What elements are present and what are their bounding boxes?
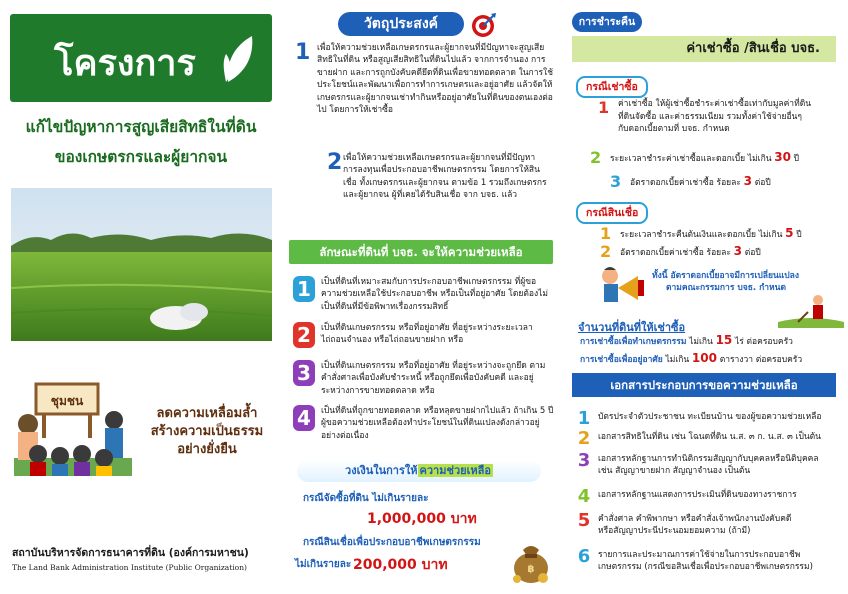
document-text: เช่น สัญญาขายฝาก สัญญาจำนอง เป็นต้น — [598, 466, 751, 477]
project-subtitle-line1: แก้ไขปัญหาการสูญเสียสิทธิในที่ดิน — [25, 118, 257, 136]
document-text: เกษตรกรรม (กรณีขอสินเชื่อเพื่อประกอบอาชีพเกษตรกรรม) — [598, 562, 813, 573]
document-text: เอกสารหลักฐานแสดงการประเมินที่ดินของทางราชการ — [598, 490, 797, 500]
document-item — [576, 486, 840, 507]
project-title-box — [10, 14, 272, 102]
documents-heading: เอกสารประกอบการขอความช่วยเหลือ — [572, 373, 836, 397]
document-text: รายการและประมาณการค่าใช้จ่ายในการประกอบอาชีพ — [598, 550, 801, 560]
loan-item-text: ระยะเวลาชำระคืนต้นเงินและดอกเบี้ย ไม่เกิน 5 ปี — [620, 226, 802, 240]
money-bag-icon — [509, 538, 553, 584]
org-name-english: The Land Bank Administration Institute (Public Organization) — [12, 563, 247, 572]
case-purchase-amount: 1,000,000 บาท — [367, 511, 477, 527]
condition-number: 3 — [293, 360, 315, 386]
condition-item — [293, 360, 555, 397]
document-item — [576, 428, 840, 449]
case-loan-prefix: ไม่เกินรายละ — [295, 559, 352, 570]
document-number: 6 — [577, 546, 591, 567]
document-item — [576, 546, 840, 573]
condition-number: 1 — [293, 276, 315, 302]
hire-purchase-item-number: 3 — [610, 172, 622, 191]
land-count-farming: การเช่าซื้อเพื่อทำเกษตรกรรม ไม่เกิน 15 ไร่ ต่อครอบครัว — [580, 333, 793, 347]
loan-item — [600, 242, 840, 260]
hire-purchase-section-label: กรณีเช่าซื้อ — [576, 76, 648, 98]
land-count-title: จำนวนที่ดินที่ให้เช่าซื้อ — [578, 321, 686, 334]
condition-text: เป็นที่ดินที่ถูกขายทอดตลาด หรือหลุดขายฝากไปแล้ว ถ้าเกิน 5 ปี ผู้ขอความช่วยเหลือต้องทำประโยชน์ในที่ดินแปลงดังกล่าวอยู่อย่างต่อเนื่อง — [321, 406, 554, 441]
land-characteristics-heading: ลักษณะที่ดินที่ บจธ. จะให้ความช่วยเหลือ — [289, 240, 553, 264]
hire-purchase-item-number: 2 — [590, 148, 602, 167]
hire-purchase-item-line: กับดอกเบี้ยตามที่ บจธ. กำหนด — [618, 124, 730, 135]
hire-purchase-item-line: ที่ดินจัดซื้อ และค่าธรรมเนียม รวมทั้งค่าใช้จ่ายอื่นๆ — [618, 111, 802, 122]
document-number: 1 — [577, 408, 591, 429]
condition-item — [293, 322, 555, 347]
community-sign-text: ชุมชน — [50, 394, 84, 408]
condition-item — [293, 405, 555, 442]
condition-number: 4 — [293, 405, 315, 431]
document-text: เอกสารหลักฐานการทำนิติกรรมสัญญากับบุคคลหรือนิติบุคคล — [598, 454, 819, 464]
farmer-field-icon — [778, 292, 844, 328]
condition-text: เป็นที่ดินเกษตรกรรม หรือที่อยู่อาศัย ที่อยู่ระหว่างระยะเวลาไถ่ถอนจำนอง หรือไถ่ถอนขายฝาก หรือ — [321, 323, 533, 346]
document-item — [576, 510, 840, 537]
community-illustration — [8, 370, 136, 478]
leaf-icon — [222, 32, 256, 84]
interest-note-line1: ทั้งนี้ อัตราดอกเบี้ยอาจมีการเปลี่ยนแปลง — [652, 271, 800, 281]
objective-title: วัตถุประสงค์ — [338, 12, 464, 36]
slogan-line2: สร้างความเป็นธรรม — [150, 424, 264, 439]
slogan-line1: ลดความเหลื่อมล้ำ — [156, 406, 258, 421]
objective-2-number: 2 — [327, 150, 343, 175]
condition-number: 2 — [293, 322, 315, 348]
project-subtitle-line2: ของเกษตรกรและผู้ยากจน — [54, 148, 228, 166]
hire-purchase-item — [610, 172, 840, 190]
objective-1 — [287, 40, 559, 116]
case-loan-amount: 200,000 บาท — [353, 557, 448, 573]
hire-purchase-item-text: ระยะเวลาชำระค่าเช่าซื้อและดอกเบี้ย ไม่เกิน 30 ปี — [610, 150, 800, 164]
hire-purchase-item-number: 1 — [598, 98, 610, 117]
document-text: บัตรประจำตัวประชาชน ทะเบียนบ้าน ของผู้ขอความช่วยเหลือ — [598, 412, 822, 422]
document-item — [576, 408, 840, 429]
slogan-line3: อย่างยั่งยืน — [177, 442, 237, 457]
document-text: หรือสัญญาประนีประนอมยอมความ (ถ้ามี) — [598, 526, 751, 537]
right-panel — [566, 0, 848, 594]
document-number: 2 — [577, 428, 591, 449]
project-title: โครงการ — [54, 43, 196, 84]
credit-limit-heading — [297, 460, 541, 482]
document-number: 4 — [577, 486, 591, 507]
document-number: 3 — [577, 450, 591, 471]
loan-item — [600, 224, 840, 242]
objective-1-number: 1 — [295, 40, 311, 65]
credit-heading-part-a: วงเงินในการให้ — [345, 464, 418, 477]
credit-heading-part-b: ความช่วยเหลือ — [419, 464, 491, 477]
condition-text: เป็นที่ดินที่เหมาะสมกับการประกอบอาชีพเกษตรกรรม ที่ผู้ขอความช่วยเหลือใช้ประกอบอาชีพ หรือเป็นที่อยู่อาศัย โดยต้องไม่เป็นที่ดินที่มีข้อพิพาทเรื่องกรรมสิทธิ์ — [321, 277, 548, 312]
loan-item-text: อัตราดอกเบี้ยค่าเช่าซื้อ ร้อยละ 3 ต่อปี — [620, 244, 761, 258]
condition-item — [293, 276, 555, 313]
land-count-residential: การเช่าซื้อเพื่ออยู่อาศัย ไม่เกิน 100 ตารางวา ต่อครอบครัว — [580, 351, 803, 365]
megaphone-person-icon — [596, 262, 650, 308]
target-icon — [471, 12, 497, 38]
document-item — [576, 450, 840, 477]
loan-section-label: กรณีสินเชื่อ — [576, 202, 648, 224]
hire-purchase-item-line: ค่าเช่าซื้อ ให้ผู้เช่าซื้อชำระค่าเช่าซื้อเท่ากับมูลค่าที่ดิน — [618, 99, 812, 109]
org-name-thai: สถาบันบริหารจัดการธนาคารที่ดิน (องค์การมหาชน) — [12, 547, 249, 559]
loan-item-number: 2 — [600, 242, 612, 261]
case-purchase-label: กรณีจัดซื้อที่ดิน ไม่เกินรายละ — [303, 493, 429, 504]
repayment-title: ค่าเช่าซื้อ /สินเชื่อ บจธ. — [572, 36, 836, 62]
svg-text:฿: ฿ — [527, 564, 535, 575]
document-text: เอกสารสิทธิในที่ดิน เช่น โฉนดที่ดิน น.ส. ๓ ก. น.ส. ๓ เป็นต้น — [598, 432, 821, 442]
repayment-pill: การชำระคืน — [572, 12, 642, 32]
document-text: คำสั่งศาล คำพิพากษา หรือคำสั่งเจ้าพนักงานบังคับคดี — [598, 514, 792, 524]
hire-purchase-item — [594, 98, 840, 136]
rice-field-photo — [11, 188, 272, 341]
objective-1-text: เพื่อให้ความช่วยเหลือเกษตรกรและผู้ยากจนที่มีปัญหาจะสูญเสียสิทธิในที่ดิน หรือสูญเสียสิทธิในที่ดินไปแล้ว จากการจำนอง การขายฝาก และการถูกบังคับคดียึดที่ดินเพื่อขายทอดตลาด ในการใช้ประโยชน์และพัฒนาเพื่อการทำการเกษตรและอยู่อาศัย แล้วจัดให้เกษตรกรและผู้ยากจนเช่าทำกินหรืออยู่อาศัยในที่ดินของตนเองต่อไป โดยการให้เช่าซื้อ — [317, 43, 553, 116]
hire-purchase-item — [590, 148, 840, 166]
condition-text: เป็นที่ดินเกษตรกรรม หรือที่อยู่อาศัย ที่อยู่ระหว่างจะถูกยึด ตามคำสั่งศาลเพื่อบังคับชำระหนี้ หรือถูกยึดเพื่อบังคับคดี และอยู่ระหว่างการขายทอดตลาด หรือ — [321, 361, 546, 396]
interest-note-line2: ตามคณะกรรมการ บจธ. กำหนด — [666, 283, 786, 293]
case-loan-label: กรณีสินเชื่อเพื่อประกอบอาชีพเกษตรกรรม — [303, 537, 481, 548]
objective-2 — [287, 150, 549, 202]
loan-item-number: 1 — [600, 224, 612, 243]
hire-purchase-item-text: อัตราดอกเบี้ยค่าเช่าซื้อ ร้อยละ 3 ต่อปี — [630, 174, 771, 188]
middle-panel — [283, 0, 566, 594]
objective-2-text: เพื่อให้ความช่วยเหลือเกษตรกรและผู้ยากจนที่มีปัญหาการลงทุนเพื่อประกอบอาชีพเกษตรกรรม โดยการให้สินเชื่อ ทั้งเกษตรกรและผู้ยากจน ตามข้อ 1 รวมถึงเกษตรกรและผู้ยากจน ผู้ที่เคยได้รับสินเชื่อ จาก บจธ. แล้ว — [343, 153, 547, 201]
document-number: 5 — [577, 510, 591, 531]
left-panel — [0, 0, 281, 594]
